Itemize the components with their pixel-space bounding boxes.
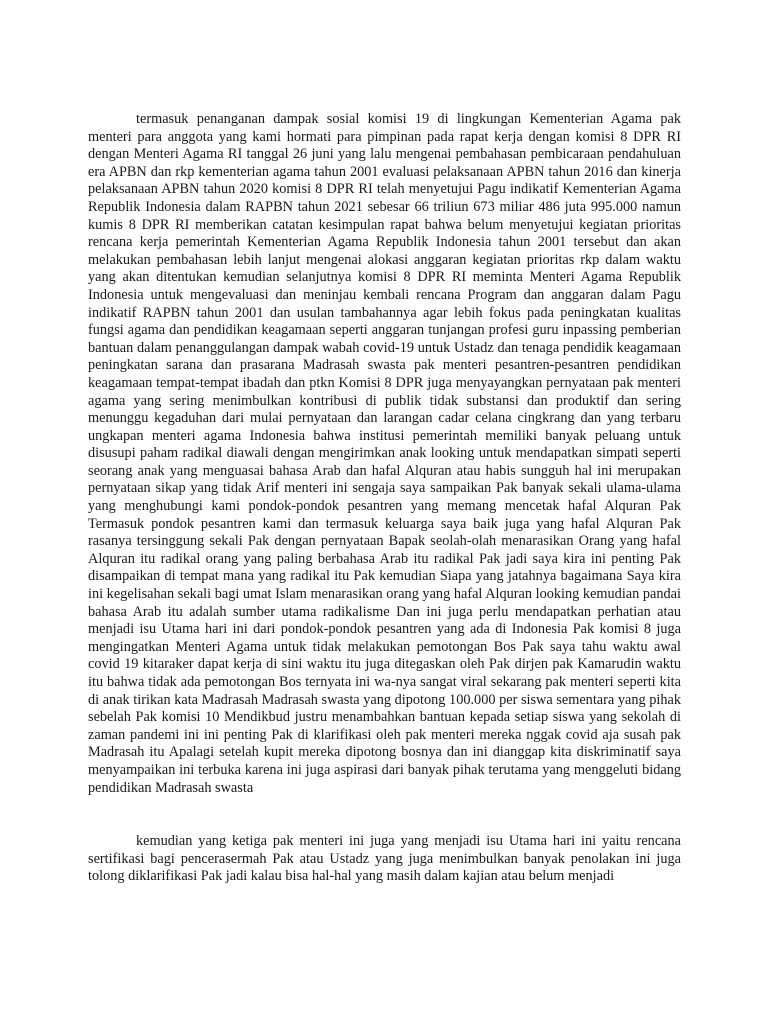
paragraph-2: kemudian yang ketiga pak menteri ini juga yang menjadi isu Utama hari ini yaitu rencana sertifikasi bagi pencerasermah Pak atau Ustadz yang juga menimbulkan banyak penolakan ini juga tolong diklarifikasi Pak jadi kalau bisa hal-hal yang masih dalam kajian atau belum menjadi (88, 833, 681, 885)
paragraph-1: termasuk penanganan dampak sosial komisi 19 di lingkungan Kementerian Agama pak menteri para anggota yang kami hormati para pimpinan pada rapat kerja dengan komisi 8 DPR RI dengan Menteri Agama RI tanggal 26 juni yang lalu mengenai pembahasan pembicaraan pendahuluan era APBN dan rkp kementerian agama tahun 2001 evaluasi pelaksanaan APBN tahun 2016 dan kinerja pelaksanaan APBN tahun 2020 komisi 8 DPR RI telah menyetujui Pagu indikatif Kementerian Agama Republik Indonesia dalam RAPBN tahun 2021 sebesar 66 triliun 673 miliar 486 juta 995.000 namun kumis 8 DPR RI memberikan catatan kesimpulan rapat bahwa belum menyetujui kegiatan prioritas rencana kerja pemerintah Kementerian Agama Republik Indonesia tahun 2001 tersebut dan akan melakukan pembahasan lebih lanjut mengenai alokasi anggaran kegiatan prioritas rkp dalam waktu yang akan ditentukan kemudian selanjutnya komisi 8 DPR RI meminta Menteri Agama Republik Indonesia untuk mengevaluasi dan meninjau kembali rencana Program dan anggaran dalam Pagu indikatif RAPBN tahun 2001 dan usulan tambahannya agar lebih fokus pada peningkatan kualitas fungsi agama dan pendidikan keagamaan seperti anggaran tunjangan profesi guru inpassing pemberian bantuan dalam penanggulangan dampak wabah covid-19 untuk Ustadz dan tenaga pendidik keagamaan peningkatan sarana dan prasarana Madrasah swasta pak menteri pesantren-pesantren pendidikan keagamaan tempat-tempat ibadah dan ptkn Komisi 8 DPR juga menyayangkan pernyataan pak menteri agama yang sering menimbulkan kontribusi di publik tidak substansi dan produktif dan sering menunggu kegaduhan dari mulai pernyataan dan larangan cadar celana cingkrang dan yang terbaru ungkapan menteri agama Indonesia bahwa institusi pemerintah memiliki banyak peluang untuk disusupi paham radikal diawali dengan mengirimkan anak looking untuk mendapatkan simpati seperti seorang anak yang menguasai bahasa Arab dan hafal Alquran atau habis sungguh hal ini merupakan pernyataan sikap yang tidak Arif menteri ini sengaja saya sampaikan Pak banyak sekali ulama-ulama yang menghubungi kami pondok-pondok pesantren yang memang mencetak hafal Alquran Pak Termasuk pondok pesantren kami dan termasuk keluarga saya baik juga yang hafal Alquran Pak rasanya tersinggung sekali Pak dengan pernyataan Bapak seolah-olah menarasikan Orang yang hafal Alquran itu radikal orang yang paling berbahasa Arab itu radikal Pak jadi saya kira ini penting Pak disampaikan di tempat mana yang radikal itu Pak kemudian Siapa yang jatahnya bagaimana Saya kira ini kegelisahan sekali bagi umat Islam menarasikan orang yang hafal Alquran looking kemudian pandai bahasa Arab itu adalah sumber utama radikalisme Dan ini juga perlu mendapatkan perhatian atau menjadi isu Utama hari ini dari pondok-pondok pesantren yang ada di Indonesia Pak komisi 8 juga mengingatkan Menteri Agama untuk tidak melakukan pemotongan Bos Pak saya tahu waktu awal covid 19 kitaraker dapat kerja di sini waktu itu juga ditegaskan oleh Pak dirjen pak Kamarudin waktu itu bahwa tidak ada pemotongan Bos ternyata ini wa-nya sangat viral sekarang pak menteri seperti kita di anak tirikan kata Madrasah Madrasah swasta yang dipotong 100.000 per siswa sementara yang pihak sebelah Pak komisi 10 Mendikbud justru menambahkan bantuan kepada setiap siswa yang sekolah di zaman pandemi ini ini penting Pak di klarifikasi oleh pak menteri mereka nggak covid aja susah pak Madrasah itu Apalagi setelah kupit mereka dipotong bosnya dan ini dianggap kita diskriminatif saya menyampaikan ini terbuka karena ini juga aspirasi dari banyak pihak terutama yang menggeluti bidang pendidikan Madrasah swasta (88, 111, 681, 796)
document-body (88, 111, 681, 886)
paragraph-spacer (88, 797, 681, 833)
